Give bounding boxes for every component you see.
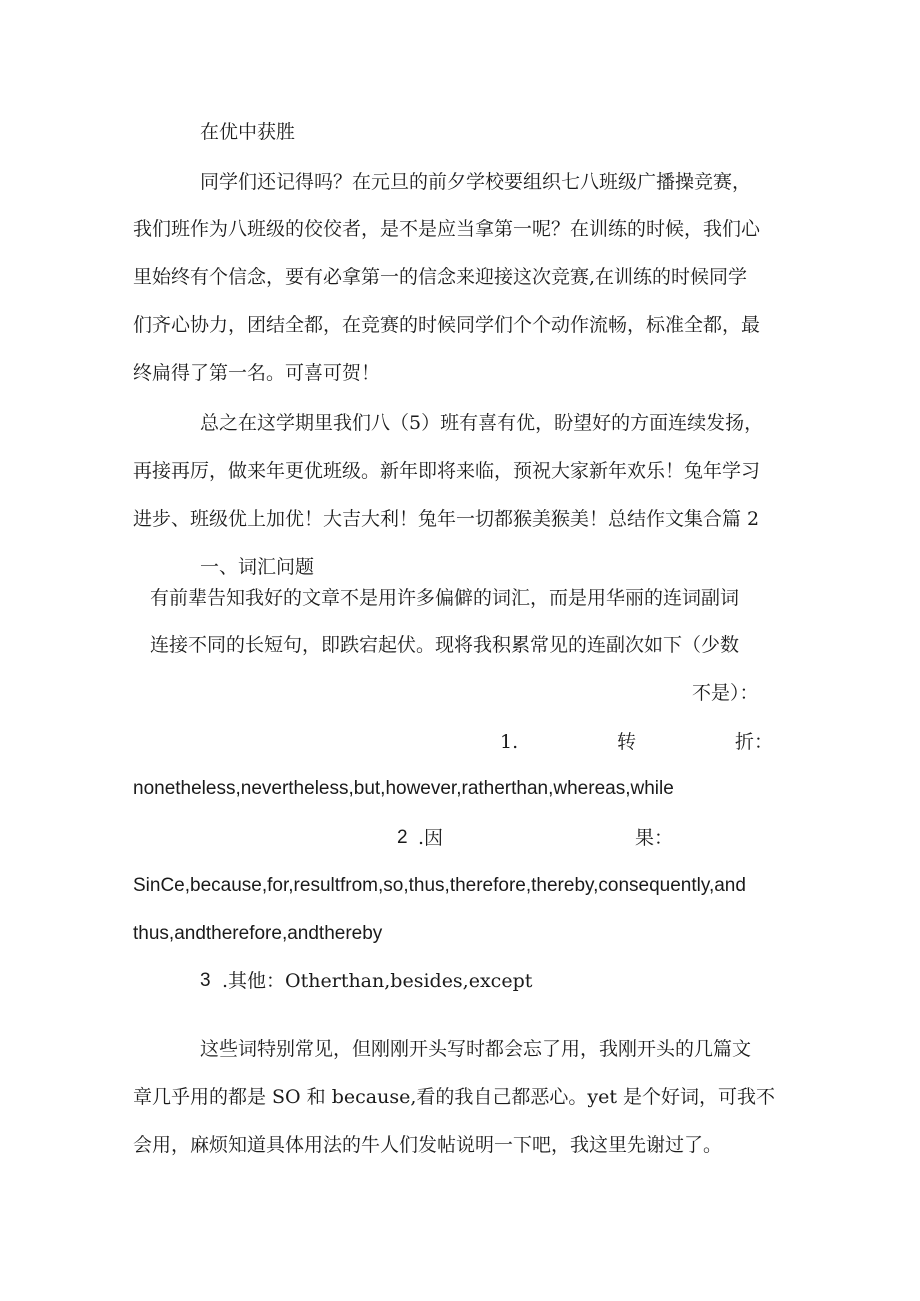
item2-label-a: .因 [418,827,444,849]
item3-text: .其他：Otherthan,besides,except [222,970,533,992]
paragraph4-line1: 这些词特别常见，但刚刚开头写时都会忘了用，我刚开头的几篇文 [200,1038,752,1060]
paragraph2-line1: 总之在这学期里我们八（5）班有喜有优，盼望好的方面连续发扬， [200,412,764,434]
item1-words: nonetheless,nevertheless,but,however,ratherthan,whereas,while [133,778,674,799]
paragraph2-line3: 进步、班级优上加优！大吉大利！兔年一切都猴美猴美！总结作文集合篇 2 [133,508,760,530]
item3-number: 3 [200,970,211,991]
paragraph4-line2: 章几乎用的都是 SO 和 because,看的我自己都恶心。yet 是个好词，可我不 [133,1086,776,1108]
document-title: 在优中获胜 [200,121,296,143]
paragraph1-line3: 里始终有个信念，要有必拿第一的信念来迎接这次竞赛,在训练的时候同学 [133,266,748,288]
item1-number: 1. [500,731,519,753]
item2-words-line1: SinCe,because,for,resultfrom,so,thus,therefore,thereby,consequently,and [133,875,746,896]
section-heading: 一、词汇问题 [200,556,315,578]
paragraph1-line2: 我们班作为八班级的佼佼者，是不是应当拿第一呢？在训练的时候，我们心 [133,218,761,240]
item1-label-a: 转 [617,731,637,753]
paragraph3-line1: 有前辈告知我好的文章不是用许多偏僻的词汇，而是用华丽的连词副词 [150,587,740,609]
item2-words-line2: thus,andtherefore,andthereby [133,923,383,944]
paragraph1-line4: 们齐心协力，团结全都，在竞赛的时候同学们个个动作流畅，标准全都，最 [133,314,761,336]
item1-label-b: 折： [735,731,774,753]
item2-label-b: 果： [635,827,674,849]
paragraph3-line3: 不是）： [692,682,759,704]
item2-number: 2 [397,827,408,848]
paragraph3-line2: 连接不同的长短句，即跌宕起伏。现将我积累常见的连副次如下（少数 [150,634,740,656]
paragraph2-line2: 再接再厉，做来年更优班级。新年即将来临，预祝大家新年欢乐！兔年学习 [133,460,761,482]
paragraph4-line3: 会用，麻烦知道具体用法的牛人们发帖说明一下吧，我这里先谢过了。 [133,1134,723,1156]
paragraph1-line5: 终扁得了第一名。可喜可贺！ [133,362,381,384]
paragraph1-line1: 同学们还记得吗？在元旦的前夕学校要组织七八班级广播操竞赛， [200,171,752,193]
